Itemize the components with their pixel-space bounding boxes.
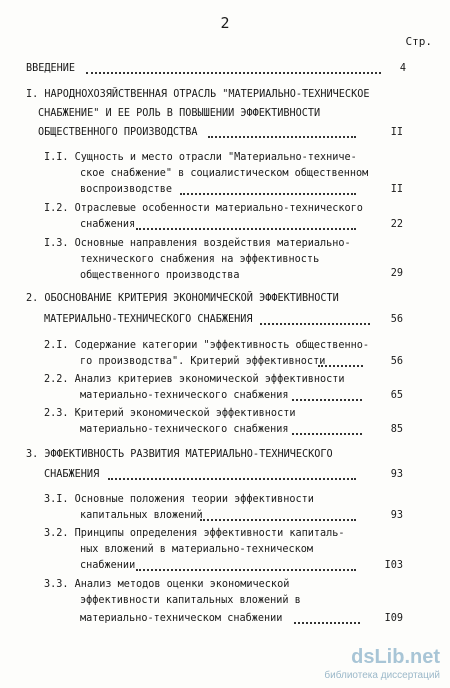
- toc-leader: [294, 622, 360, 624]
- toc-leader: [292, 399, 362, 401]
- toc-ch1-page[interactable]: II: [390, 127, 403, 138]
- toc-leader: [200, 519, 356, 521]
- toc-s21-page[interactable]: 56: [390, 356, 403, 367]
- toc-s22-page[interactable]: 65: [390, 390, 403, 401]
- toc-s11-line3[interactable]: воспроизводстве: [80, 184, 173, 195]
- toc-s31-page[interactable]: 93: [390, 510, 403, 521]
- toc-s13-line3[interactable]: общественного производства: [80, 270, 240, 281]
- toc-s32-line1[interactable]: 3.2. Принципы определения эффективности капиталь-: [44, 528, 345, 539]
- toc-ch1-line3[interactable]: ОБЩЕСТВЕННОГО ПРОИЗВОДСТВА: [38, 127, 198, 138]
- toc-s22-line2[interactable]: материально-технического снабжения: [80, 390, 289, 401]
- toc-s23-page[interactable]: 85: [390, 424, 403, 435]
- toc-ch2-line1[interactable]: 2. ОБОСНОВАНИЕ КРИТЕРИЯ ЭКОНОМИЧЕСКОЙ ЭФФЕКТИВНОСТИ: [26, 293, 339, 304]
- toc-s33-page[interactable]: I09: [384, 613, 403, 624]
- toc-s12-line1[interactable]: I.2. Отраслевые особенности материально-технического: [44, 203, 363, 214]
- toc-s11-line1[interactable]: I.I. Сущность и место отрасли "Материально-техниче-: [44, 152, 357, 163]
- toc-leader: [136, 569, 356, 571]
- toc-ch3-line1[interactable]: 3. ЭФФЕКТИВНОСТЬ РАЗВИТИЯ МАТЕРИАЛЬНО-ТЕХНИЧЕСКОГО: [26, 449, 333, 460]
- page-column-label: Стр.: [405, 35, 432, 48]
- toc-leader: [260, 323, 370, 325]
- toc-s13-page[interactable]: 29: [390, 268, 403, 279]
- toc-s22-line1[interactable]: 2.2. Анализ критериев экономической эффективности: [44, 374, 345, 385]
- toc-ch1-line1[interactable]: I. НАРОДНОХОЗЯЙСТВЕННАЯ ОТРАСЛЬ "МАТЕРИАЛЬНО-ТЕХНИЧЕСКОЕ: [26, 89, 370, 100]
- toc-s32-line2[interactable]: ных вложений в материально-техническом: [80, 544, 314, 555]
- toc-ch3-line2[interactable]: СНАБЖЕНИЯ: [44, 469, 100, 480]
- toc-ch2-line2[interactable]: МАТЕРИАЛЬНО-ТЕХНИЧЕСКОГО СНАБЖЕНИЯ: [44, 314, 253, 325]
- toc-ch1-line2[interactable]: СНАБЖЕНИЕ" И ЕЕ РОЛЬ В ПОВЫШЕНИИ ЭФФЕКТИВНОСТИ: [38, 108, 321, 119]
- toc-s33-line3[interactable]: материально-техническом снабжении: [80, 613, 283, 624]
- toc-leader: [180, 193, 356, 195]
- toc-ch3-page[interactable]: 93: [390, 469, 403, 480]
- toc-s21-line2[interactable]: го производства". Критерий эффективности: [80, 356, 326, 367]
- toc-leader: [136, 228, 356, 230]
- toc-leader: [318, 365, 363, 367]
- toc-s13-line2[interactable]: технического снабжения на эффективность: [80, 254, 320, 265]
- dslib-tagline: библиотека диссертаций: [324, 670, 440, 681]
- toc-s23-line2[interactable]: материально-технического снабжения: [80, 424, 289, 435]
- toc-s13-line1[interactable]: I.3. Основные направления воздействия материально-: [44, 238, 351, 249]
- toc-s33-line2[interactable]: эффективности капитальных вложений в: [80, 595, 301, 606]
- toc-s23-line1[interactable]: 2.3. Критерий экономической эффективности: [44, 408, 296, 419]
- toc-intro-page[interactable]: 4: [399, 63, 406, 74]
- toc-intro-title[interactable]: ВВЕДЕНИЕ: [26, 63, 76, 74]
- toc-s33-line1[interactable]: 3.3. Анализ методов оценки экономической: [44, 579, 290, 590]
- toc-s32-line3[interactable]: снабжении: [80, 560, 136, 571]
- toc-s31-line1[interactable]: 3.I. Основные положения теории эффективности: [44, 494, 314, 505]
- toc-s21-line1[interactable]: 2.I. Содержание категории "эффективность общественно-: [44, 340, 370, 351]
- toc-s31-line2[interactable]: капитальных вложений: [80, 510, 203, 521]
- page-number: 2: [220, 14, 230, 32]
- toc-leader: [86, 72, 381, 74]
- toc-ch2-page[interactable]: 56: [390, 314, 403, 325]
- toc-s12-line2[interactable]: снабжения: [80, 219, 136, 230]
- dslib-watermark[interactable]: [314, 646, 444, 688]
- toc-s32-page[interactable]: I03: [384, 560, 403, 571]
- toc-leader: [292, 433, 362, 435]
- toc-s11-page[interactable]: II: [390, 184, 403, 195]
- toc-s12-page[interactable]: 22: [390, 219, 403, 230]
- toc-leader: [108, 478, 356, 480]
- toc-s11-line2[interactable]: ское снабжение" в социалистическом общественном: [80, 168, 369, 179]
- toc-leader: [208, 136, 356, 138]
- dslib-logo: dsLib.net: [351, 646, 440, 668]
